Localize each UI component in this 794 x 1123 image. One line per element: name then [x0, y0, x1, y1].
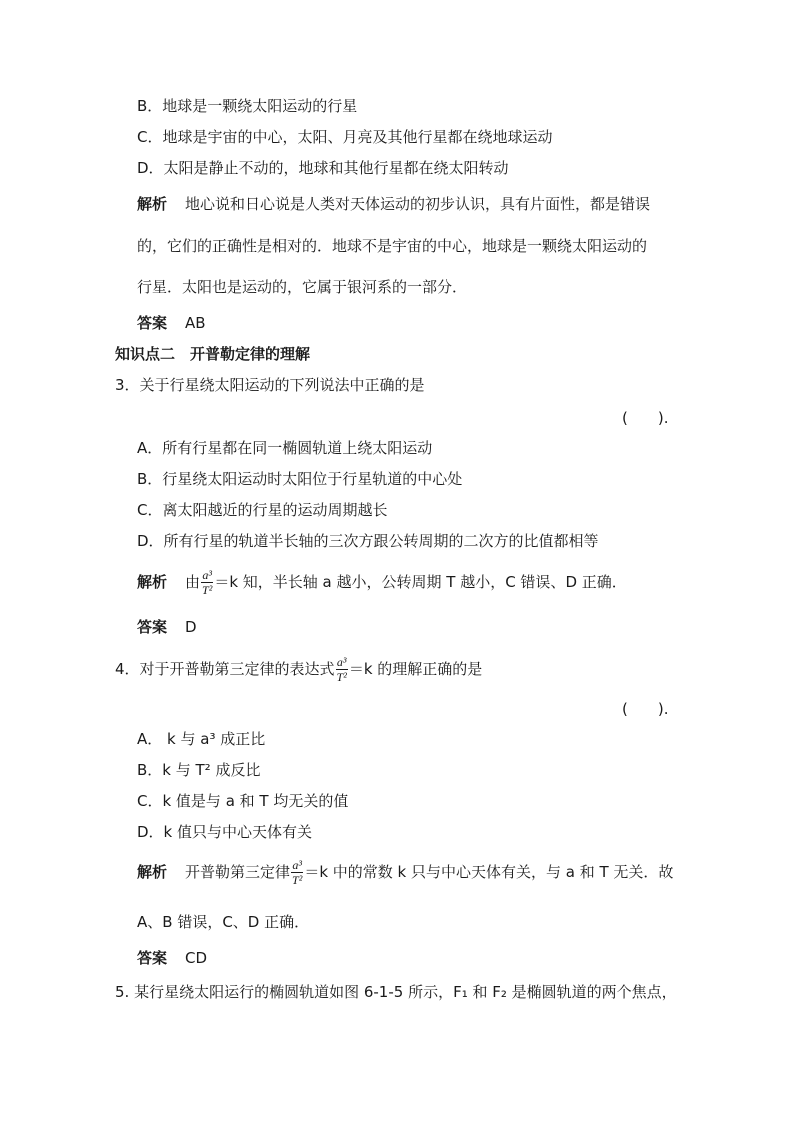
- formula-denominator: T²: [202, 583, 213, 597]
- q3-analysis: [137, 568, 627, 597]
- q2-analysis-line2: 的，它们的正确性是相对的．地球不是宇宙的中心，地球是一颗绕太阳运动的: [137, 237, 648, 255]
- kepler-formula-fraction: [336, 655, 348, 684]
- formula-denominator: T²: [292, 873, 303, 887]
- analysis-pre: 开普勒第三定律: [185, 863, 291, 881]
- q4-option-d: D．k 值只与中心天体有关: [137, 823, 313, 841]
- q3-option-a: A．所有行星都在同一椭圆轨道上绕太阳运动: [137, 439, 433, 457]
- q4-stem-post: ＝k 的理解正确的是: [348, 660, 483, 678]
- analysis-label: 解析: [137, 195, 168, 213]
- analysis-post: ＝k 知，半长轴 a 越小，公转周期 T 越小，C 错误、D 正确．: [214, 573, 627, 591]
- answer-label: 答案: [137, 618, 168, 636]
- answer-label: 答案: [137, 314, 168, 332]
- q4-stem-pre: 4．对于开普勒第三定律的表达式: [115, 660, 335, 678]
- q4-analysis-line1: [137, 858, 673, 887]
- q3-option-b: B．行星绕太阳运动时太阳位于行星轨道的中心处: [137, 470, 463, 488]
- q4-option-a: A． k 与 a³ 成正比: [137, 730, 266, 748]
- q3-option-c: C．离太阳越近的行星的运动周期越长: [137, 501, 388, 519]
- answer-label: 答案: [137, 949, 168, 967]
- q4-answer: [137, 948, 207, 968]
- q5-stem: 5. 某行星绕太阳运行的椭圆轨道如图 6-1-5 所示，F₁ 和 F₂ 是椭圆轨道的两个焦点，: [115, 983, 677, 1001]
- q3-option-d: D．所有行星的轨道半长轴的三次方跟公转周期的二次方的比值都相等: [137, 532, 599, 550]
- analysis-label: 解析: [137, 573, 168, 591]
- q2-analysis-line3: 行星．太阳也是运动的，它属于银河系的一部分．: [137, 278, 468, 296]
- section-title: 知识点二 开普勒定律的理解: [115, 345, 311, 363]
- q4-analysis-line2: A、B 错误，C、D 正确．: [137, 913, 310, 931]
- analysis-pre: 由: [185, 573, 201, 591]
- formula-numerator: a³: [202, 568, 212, 582]
- q3-stem: 3．关于行星绕太阳运动的下列说法中正确的是: [115, 376, 425, 394]
- q2-analysis-line1: [137, 194, 650, 214]
- kepler-formula-fraction: [201, 568, 213, 597]
- q2-answer: [137, 313, 206, 333]
- q3-answer: [137, 617, 197, 637]
- formula-numerator: a³: [336, 655, 347, 669]
- answer-value: D: [185, 618, 197, 636]
- analysis-post: ＝k 中的常数 k 只与中心天体有关，与 a 和 T 无关．故: [304, 863, 674, 881]
- kepler-formula-fraction: [291, 858, 303, 887]
- q2-option-d: D．太阳是静止不动的，地球和其他行星都在绕太阳转动: [137, 159, 509, 177]
- formula-denominator: T²: [336, 670, 347, 684]
- analysis-label: 解析: [137, 863, 168, 881]
- analysis-text: 地心说和日心说是人类对天体运动的初步认识，具有片面性，都是错误: [185, 195, 651, 213]
- answer-value: CD: [185, 949, 208, 967]
- answer-value: AB: [185, 314, 206, 332]
- q2-option-b: B．地球是一颗绕太阳运动的行星: [137, 97, 358, 115]
- q3-answer-blank: ( ).: [622, 409, 669, 427]
- q4-answer-blank: ( ).: [622, 700, 669, 718]
- q2-option-c: C．地球是宇宙的中心，太阳、月亮及其他行星都在绕地球运动: [137, 128, 553, 146]
- q4-option-b: B．k 与 T² 成反比: [137, 761, 261, 779]
- q4-option-c: C．k 值是与 a 和 T 均无关的值: [137, 792, 349, 810]
- q4-stem: [115, 655, 482, 684]
- formula-numerator: a³: [292, 858, 302, 872]
